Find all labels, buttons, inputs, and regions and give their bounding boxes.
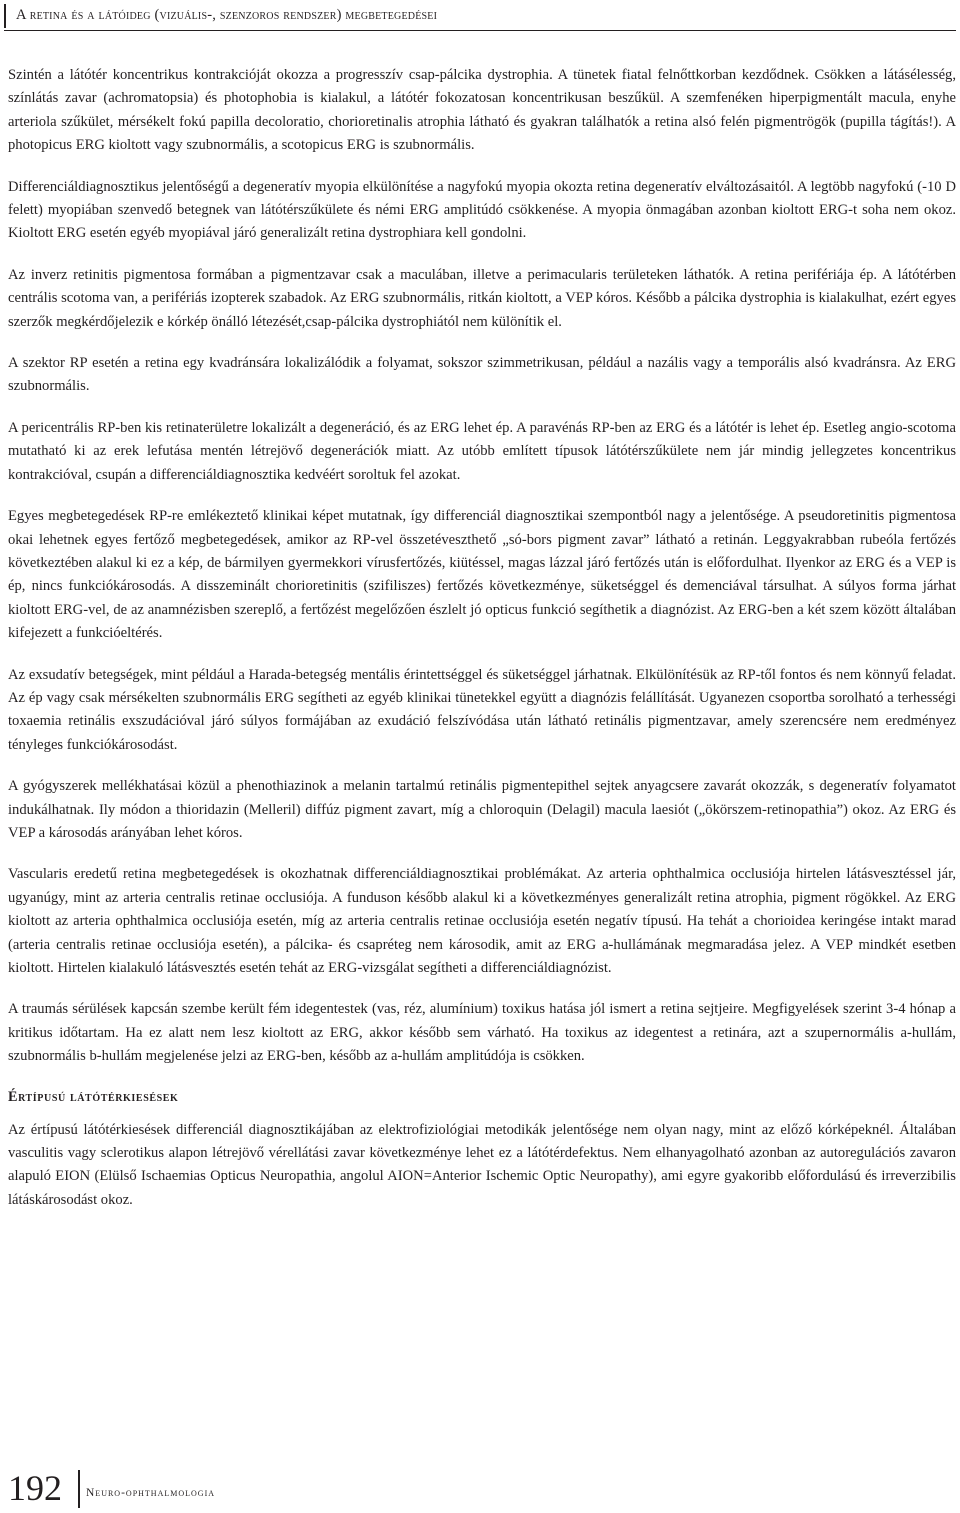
paragraph-degenerative-myopia: Differenciáldiagnosztikus jelentőségű a degeneratív myopia elkülönítése a nagyfokú myopia okozta retina degeneratív elváltozásaitól. A legtöbb nagyfokú (-10 D felett) myopiában szenvedő betegnek van látótérszűkülete és némi ERG amplitúdó csökkenése. A myopia önmagában azonban kioltott ERG-t soha nem okoz. Kioltott ERG esetén egyéb myopiával járó generalizált retina dystrophiara kell gondolni.	[8, 178, 956, 242]
running-header	[4, 0, 956, 30]
header-bar	[4, 4, 6, 28]
page-number: 192	[8, 1468, 62, 1508]
paragraph-exudative: Az exsudatív betegségek, mint például a Harada-betegség mentális érintettséggel és süketséggel járhatnak. Elkülönítésük az RP-től fontos és nem könnyű feladat. Az ép vagy csak mérsékelten szubnormális ERG segítheti az egyéb klinikai tünetekkel együtt a diagnózis felállítását. Ugyanezen csoportba sorolható a terhességi toxaemia retinális exszudációval járó súlyos formájában az exudáció felszívódása után látható retinális pigmentzavar, amely szerencsére nem eredményez tényleges funkciókárosodást.	[8, 666, 956, 753]
paragraph-vascular: Vascularis eredetű retina megbetegedések is okozhatnak differenciáldiagnosztikai problémákat. Az arteria ophthalmica occlusiója hirtelen látásvesztéssel jár, ugyanúgy, mint az arteria centralis retinae occlusiója. A funduson később alakul ki a következményes generalizált retina atrophia, pigment rögökkel. Az ERG kioltott az arteria ophthalmica occlusiója esetén, míg az arteria centralis retinae occlusiója esetén negatív típusú. Ha tehát a chorioidea keringése intakt marad (arteria centralis retinae occlusiója esetén), a pálcika- és csapréteg nem károsodik, amit az ERG a-hullámának megmaradása jelez. A VEP mindkét esetben kioltott. Hirtelen kialakuló látásvesztés esetén tehát az ERG-vizsgálat segítheti a differenciáldiagnózist.	[8, 866, 956, 976]
section-heading: Értípusú látótérkiesések	[8, 1088, 179, 1105]
main-content	[8, 64, 956, 1212]
page-footer	[8, 1466, 608, 1510]
paragraph-pseudoretinitis: Egyes megbetegedések RP-re emlékeztető klinikai képet mutatnak, így differenciál diagnosztikai szempontból nagy a jelentősége. A pseudoretinitis pigmentosa okai lehetnek egyes fertőző megbetegedések, amikor az RP-vel összetéveszthető „só-bors pigment zavar” látható a retinán. Leggyakrabban rubeóla fertőzés következtében alakul ki ez a kép, de bármilyen gyermekkori vírusfertőzés, kiütéssel, magas lázzal járó fertőzés után is előfordulhat. Ilyenkor az ERG és a VEP is ép, nincs funkciókárosodás. A disszeminált chorioretinitis (szifiliszes) fertőzés következménye, süketséggel és demenciával társulhat. A súlyos forma járhat kioltott ERG-vel, de az anamnézisben szereplő, a fertőzést megelőzően észlelt jó opticus funkció segíthetik a diagnózist. Az ERG-ben a két szem között általában kifejezett a funkcióeltérés.	[8, 508, 956, 642]
paragraph-cone-rod-dystrophy: Szintén a látótér koncentrikus kontrakcióját okozza a progresszív csap-pálcika dystrophia. A tünetek fiatal felnőttkorban kezdődnek. Csökken a látásélesség, színlátás zavar (achromatopsia) és photophobia is kialakul, a látótér fokozatosan koncentrikusan beszűkül. A szemfenéken hiperpigmentált macula, enyhe arteriola szűkület, mérsékelt fokú papilla decoloratio, chorioretinalis atrophia látható és gyakran találhatók a retina alsó felén pigmentrögök (pupilla tágítás!). A photopicus ERG kioltott vagy szubnormális, a scotopicus ERG is szubnormális.	[8, 67, 956, 154]
paragraph-vascular-field-defects: Az értípusú látótérkiesések differenciál diagnosztikájában az elektrofiziológiai metodikák jelentősége nem olyan nagy, mint az előző kórképeknél. Általában vasculitis vagy sclerotikus alapon létrejövő vérellátási zavar következménye lehet ez a látótérdefektus. Nem elhanyagolható azonban az autoregulációs zavaron alapuló EION (Elülső Ischaemias Opticus Neuropathia, angolul AION=Anterior Ischemic Optic Neuropathy), ami egyre gyakoribb előfordulású és irreverzibilis látáskárosodást okoz.	[8, 1121, 956, 1208]
paragraph-inverse-rp: Az inverz retinitis pigmentosa formában a pigmentzavar csak a maculában, illetve a perimacularis területeken láthatók. A retina perifériája ép. A látótérben centrális scotoma van, a perifériás izopterek szabadok. Az ERG szubnormális, ritkán kioltott, a VEP kóros. Később a pálcika dystrophia is kialakulhat, ezért egyes szerzők megkérdőjelezik e kórkép önálló létezését,csap-pálcika dystrophiától nem különítik el.	[8, 266, 956, 330]
paragraph-trauma: A traumás sérülések kapcsán szembe került fém idegentestek (vas, réz, alumínium) toxikus hatása jól ismert a retina sejtjeire. Megfigyelések szerint 3-4 hónap a kritikus időtartam. Ha ez alatt nem lesz kioltott az ERG, akkor később sem várható. Ha toxikus az idegentest a retinára, azt a szupernormális a-hullám, szubnormális b-hullám megjelenése jelzi az ERG-ben, később az a-hullám amplitúdója is csökken.	[8, 1001, 956, 1065]
paragraph-drug-side-effects: A gyógyszerek mellékhatásai közül a phenothiazinok a melanin tartalmú retinális pigmentepithel sejtek anyagcsere zavarát okozzák, s degeneratív folyamatot indukálhatnak. Ily módon a thioridazin (Melleril) diffúz pigment zavart, míg a chloroquin (Delagil) macula laesiót („ökörszem-retinopathia”) okoz. Az ERG és VEP a károsodás arányában lehet kóros.	[8, 778, 956, 841]
footer-divider	[78, 1470, 80, 1508]
series-title: Neuro-ophthalmologia	[86, 1487, 216, 1499]
paragraph-pericentral-rp: A pericentrális RP-ben kis retinaterületre lokalizált a degeneráció, és az ERG lehet ép. A paravénás RP-ben az ERG és a látótér is lehet ép. Esetleg angio-scotoma mutatható ki az erek lefutása mentén létrejövő degenerációk miatt. Az utóbb említett típusok látótérszűkülete nem jár mindig jellegzetes koncentrikus kontrakcióval, csupán a differenciáldiagnosztika kedvéért soroltuk fel azokat.	[8, 419, 956, 483]
paragraph-sector-rp: A szektor RP esetén a retina egy kvadránsára lokalizálódik a folyamat, sokszor szimmetrikusan, például a nazális vagy a temporális alsó kvadránsra. Az ERG szubnormális.	[8, 355, 956, 395]
header-rule	[4, 30, 956, 31]
chapter-title: A retina és a látóideg (vizuális-, szenzoros rendszer) megbetegedései	[16, 7, 438, 23]
